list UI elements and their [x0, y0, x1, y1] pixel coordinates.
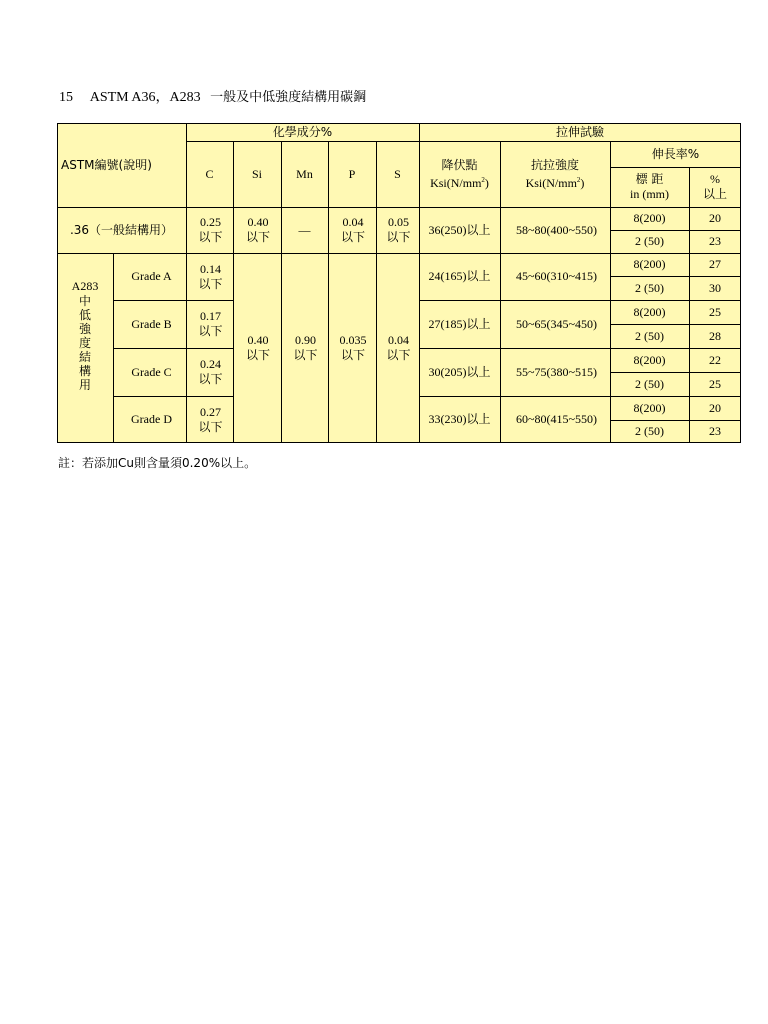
header-chem-group: 化學成分% — [272, 124, 333, 139]
rule-after-si — [281, 141, 282, 443]
grade-c-yield: 30(205)以上 — [428, 364, 491, 379]
grade-d-gauge-1: 8(200) — [633, 400, 666, 415]
rule-grade-d-mid — [610, 420, 741, 421]
grade-b-elong-1: 25 — [709, 304, 721, 319]
grade-c-c-below: 以下 — [198, 372, 223, 386]
grade-b-yield: 27(185)以上 — [428, 316, 491, 331]
rule-grade-b-bottom-right — [419, 348, 741, 349]
grade-b-tensile: 50~65(345~450) — [516, 316, 597, 331]
rule-a36-bottom — [57, 253, 741, 254]
grade-a-tensile: 45~60(310~415) — [516, 269, 597, 283]
yield-unit: Ksi(N/mm — [430, 175, 482, 190]
a36-s-value: 0.05 — [388, 215, 409, 229]
title-main: ASTM A36，A283 — [89, 90, 201, 105]
a36-p-value: 0.04 — [342, 215, 364, 229]
grade-a-name: Grade A — [131, 269, 172, 283]
rule-top — [57, 123, 741, 124]
grade-d-c — [186, 396, 233, 443]
grade-a-elong-2: 30 — [709, 280, 721, 295]
grade-c-gauge-1: 8(200) — [633, 352, 666, 367]
rule-grade-c-bottom-left — [113, 396, 233, 397]
header-p: P — [348, 166, 356, 181]
grade-b-c-value: 0.17 — [200, 309, 221, 323]
grade-b-c — [186, 300, 233, 348]
grade-d-gauge-2: 2 (50) — [635, 424, 664, 438]
rule-right — [740, 123, 741, 443]
a283-s-value: 0.04 — [388, 333, 409, 347]
a36-gauge-1: 8(200) — [633, 211, 666, 225]
grade-b-c-below: 以下 — [198, 324, 223, 338]
grade-c-elong-2: 25 — [709, 376, 721, 391]
rule-after-tensile — [610, 141, 611, 443]
grade-c-gauge-2: 2 (50) — [635, 376, 664, 391]
grade-a-c-value: 0.14 — [200, 261, 221, 276]
tensile-unit-wrap — [526, 173, 585, 191]
header-c: C — [205, 166, 214, 181]
rule-after-gauge — [689, 167, 690, 443]
steel-spec-table — [57, 123, 741, 443]
a283-s — [376, 253, 419, 443]
a36-si-below: 以下 — [245, 230, 270, 244]
a283-s-below: 以下 — [386, 348, 411, 362]
header-tensile-group: 拉伸試驗 — [555, 124, 604, 139]
a36-c-below: 以下 — [198, 230, 223, 244]
tensile-unit: Ksi(N/mm — [525, 175, 577, 190]
a283-name: A283 — [71, 279, 99, 293]
header-elong-group: 伸長率% — [651, 146, 700, 161]
a36-s — [376, 207, 419, 253]
gauge-label: 標 距 — [635, 172, 664, 186]
rule-bottom — [57, 442, 741, 443]
rule-after-mn — [328, 141, 329, 443]
section-number: 15 — [59, 90, 73, 105]
rule-grade-b-bottom-left — [113, 348, 233, 349]
rule-header-sub — [186, 141, 741, 142]
rule-grade-a-bottom-left — [113, 300, 233, 301]
grade-c-name: Grade C — [131, 364, 172, 379]
title-sub: 一般及中低強度結構用碳鋼 — [210, 90, 367, 105]
a283-mn-value: 0.90 — [295, 333, 316, 347]
percent-label: % — [710, 172, 720, 186]
rule-after-yield — [500, 141, 501, 443]
a36-tensile: 58~80(400~550) — [516, 222, 597, 237]
a283-si-value: 0.40 — [247, 333, 269, 347]
a36-c — [186, 207, 233, 253]
rule-a283-split — [113, 253, 114, 443]
rule-after-grade — [186, 123, 187, 443]
a36-yield-value: 36(250)以上 — [428, 222, 491, 237]
tensile-label: 抗拉強度 — [530, 157, 579, 172]
grade-c-c-value: 0.24 — [200, 357, 221, 371]
a283-mn-below: 以下 — [293, 348, 318, 362]
rule-left — [57, 123, 58, 443]
grade-a-c-below: 以下 — [198, 276, 223, 291]
header-grade: ASTM編號(說明) — [61, 157, 152, 172]
rule-grade-c-mid — [610, 372, 741, 373]
a36-si-value: 0.40 — [247, 215, 269, 229]
grade-b-gauge-1: 8(200) — [633, 304, 666, 319]
a283-si — [233, 253, 281, 443]
header-mn: Mn — [296, 166, 313, 181]
a36-elong-1: 20 — [709, 211, 721, 225]
grade-c-elong-1: 22 — [709, 352, 721, 367]
grade-c-tensile: 55~75(380~515) — [516, 364, 597, 379]
footnote: 註：若添加Cu則含量須0.20%以上。 — [58, 456, 257, 470]
rule-after-p — [376, 141, 377, 443]
yield-unit-close: ) — [484, 175, 489, 190]
a36-si — [233, 207, 281, 253]
a36-gauge-2: 2 (50) — [635, 234, 664, 248]
grade-d-name: Grade D — [131, 412, 172, 426]
rule-grade-a-mid — [610, 276, 741, 277]
grade-b-elong-2: 28 — [709, 328, 721, 343]
grade-d-c-value: 0.27 — [200, 404, 221, 419]
a36-mn: — — [298, 222, 311, 237]
yield-unit-wrap — [430, 173, 489, 191]
rule-grade-b-mid — [610, 324, 741, 325]
a283-mn — [281, 253, 328, 443]
grade-d-c-below: 以下 — [198, 419, 223, 434]
header-s: S — [394, 166, 401, 181]
yield-label: 降伏點 — [441, 157, 478, 172]
rule-header-bottom — [57, 207, 741, 208]
a36-yield — [419, 207, 500, 253]
a283-desc: 中低強度結構用 — [78, 294, 91, 392]
tensile-unit-sup: 2 — [576, 175, 581, 184]
grade-d-elong-2: 23 — [709, 424, 721, 438]
a36-p-below: 以下 — [340, 230, 365, 244]
rule-after-s — [419, 123, 420, 443]
header-gauge — [610, 167, 689, 207]
rule-after-c — [233, 141, 234, 443]
a283-si-below: 以下 — [245, 348, 270, 362]
grade-a-gauge-1: 8(200) — [633, 257, 666, 271]
header-tensile — [500, 141, 610, 207]
grade-b-name: Grade B — [131, 316, 172, 331]
rule-grade-a-bottom-right — [419, 300, 741, 301]
grade-a-elong-1: 27 — [709, 257, 721, 271]
header-si: Si — [251, 166, 262, 181]
a283-label — [57, 253, 113, 443]
header-percent — [689, 167, 741, 207]
header-yield — [419, 141, 500, 207]
grade-c-c — [186, 348, 233, 396]
grade-a-gauge-2: 2 (50) — [635, 280, 664, 295]
rule-elong-sub — [610, 167, 741, 168]
a36-s-below: 以下 — [386, 230, 411, 244]
grade-a-yield: 24(165)以上 — [428, 269, 491, 283]
grade-d-yield: 33(230)以上 — [428, 412, 491, 426]
a283-p — [328, 253, 376, 443]
a36-elong-2: 23 — [709, 234, 721, 248]
percent-sub: 以上 — [702, 187, 727, 201]
grade-b-gauge-2: 2 (50) — [635, 328, 664, 343]
grade-a-c — [186, 253, 233, 300]
a283-p-value: 0.035 — [339, 333, 367, 347]
rule-grade-c-bottom-right — [419, 396, 741, 397]
page-title — [59, 86, 366, 106]
a36-name: .36（一般結構用） — [69, 222, 174, 237]
a283-p-below: 以下 — [340, 348, 365, 362]
grade-d-elong-1: 20 — [709, 400, 721, 415]
gauge-unit: in (mm) — [630, 187, 669, 201]
rule-a36-mid — [610, 230, 741, 231]
a36-c-value: 0.25 — [200, 215, 221, 229]
a36-p — [328, 207, 376, 253]
tensile-unit-close: ) — [580, 175, 585, 190]
yield-unit-sup: 2 — [481, 175, 485, 184]
grade-d-tensile: 60~80(415~550) — [516, 412, 597, 426]
